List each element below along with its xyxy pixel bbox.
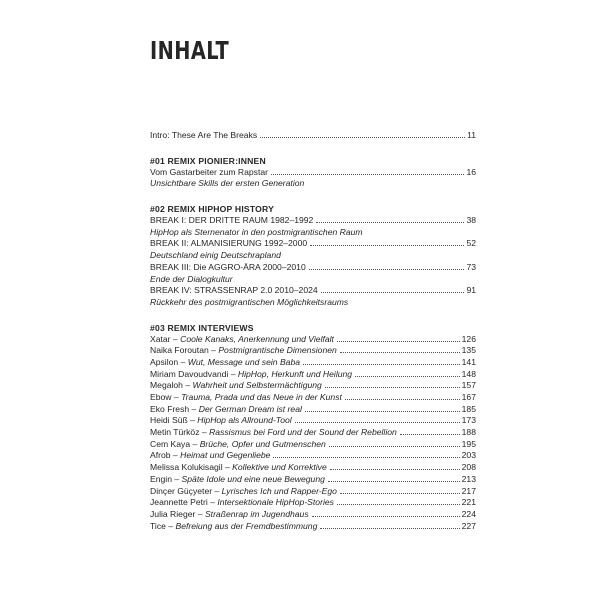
interview-topic: Coole Kanaks, Anerkennung und Vielfalt — [180, 333, 334, 344]
interview-entry-label — [150, 427, 397, 439]
interview-entry — [150, 462, 476, 474]
toc-entry-label: BREAK II: ALMANISIERUNG 1992–2000 — [150, 238, 308, 249]
interview-entry-label — [150, 521, 317, 533]
interview-author: Apsilon — [150, 356, 179, 367]
interview-author: Ebow — [150, 392, 172, 402]
interview-entry — [150, 369, 476, 381]
toc-entry-subtitle: Deutschland einig Deutschrapland — [150, 250, 281, 261]
interview-author: Cem Kaya — [150, 438, 191, 449]
dash-separator: – — [189, 403, 199, 414]
toc-page-number: 167 — [461, 392, 476, 402]
interview-author: Eko Fresh — [150, 403, 190, 414]
interview-topic: Rassismus bei Ford und der Sound der Rebellion — [209, 427, 397, 438]
table-of-contents — [150, 130, 476, 532]
interview-author: Jeannette Petri — [150, 497, 208, 508]
toc-entry-intro — [150, 130, 476, 142]
dot-leader — [340, 492, 460, 494]
section-title-history: #02 REMIX HIPHOP HISTORY — [150, 204, 275, 215]
interview-author: Megaloh — [150, 380, 183, 391]
interview-entry-label — [150, 439, 326, 451]
dot-leader — [345, 398, 460, 400]
interview-entry-label — [150, 509, 309, 521]
interview-entry — [150, 509, 476, 521]
toc-page-number: 195 — [461, 438, 476, 449]
toc-page-number: 173 — [461, 415, 476, 426]
dash-separator: – — [165, 520, 176, 531]
toc-entry — [150, 238, 476, 250]
toc-entry-subtitle: Rückkehr des postmigrantischen Möglichkeitsraums — [150, 296, 349, 307]
interview-entry-label — [150, 345, 337, 357]
toc-page-number: 91 — [466, 285, 476, 296]
interview-topic: Kollektive und Korrektive — [232, 462, 327, 473]
dot-leader — [312, 515, 460, 517]
toc-page-number: 227 — [461, 520, 476, 531]
dot-leader — [316, 221, 464, 223]
dot-leader — [295, 421, 460, 423]
interview-topic: HipHop, Herkunft und Heilung — [237, 368, 353, 379]
toc-page-number: 224 — [461, 508, 476, 519]
interview-entry — [150, 427, 476, 439]
section-title-pioniere: #01 REMIX PIONIER:INNEN — [150, 155, 266, 166]
toc-page-number: 185 — [461, 403, 476, 414]
interview-topic: Heimat und Gegenliebe — [180, 450, 271, 461]
dash-separator: – — [199, 427, 210, 438]
interview-entry — [150, 380, 476, 392]
toc-entry-subtitle: Unsichtbare Skills der ersten Generation — [150, 178, 305, 189]
dash-separator: – — [222, 462, 233, 473]
dot-leader — [330, 468, 460, 470]
interview-entry-label — [150, 392, 342, 404]
dash-separator: – — [170, 450, 181, 461]
interview-topic: Lyrisches Ich und Rapper-Ego — [221, 485, 337, 496]
interview-topic: Befreiung aus der Fremdbestimmung — [175, 520, 318, 531]
interview-author: Engin — [150, 473, 172, 484]
interview-entry-label — [150, 415, 292, 427]
toc-entry-label: BREAK III: Die AGGRO-ÄRA 2000–2010 — [150, 261, 306, 272]
dot-leader — [321, 291, 465, 293]
interview-entry-label — [150, 462, 327, 474]
toc-page-number: 221 — [461, 497, 476, 508]
toc-page-number: 38 — [466, 215, 476, 226]
toc-entry-subtitle: HipHop als Sternenator in den postmigrantischen Raum — [150, 226, 363, 237]
dot-leader — [305, 410, 460, 412]
toc-page-number: 213 — [461, 473, 476, 484]
interview-entry — [150, 439, 476, 451]
dot-leader — [273, 456, 459, 458]
dash-separator: – — [171, 473, 182, 484]
interview-author: Julia Rieger — [150, 508, 196, 519]
interview-entry — [150, 334, 476, 346]
interview-author: Miriam Davoudvandi — [150, 368, 229, 379]
dot-leader — [309, 268, 465, 270]
toc-entry-label: BREAK I: DER DRITTE RAUM 1982–1992 — [150, 215, 314, 226]
toc-page-number: 73 — [466, 261, 476, 272]
dash-separator: – — [208, 345, 219, 356]
page-title: INHALT — [150, 36, 230, 65]
interview-entry — [150, 345, 476, 357]
section-title-interviews: #03 REMIX INTERVIEWS — [150, 322, 254, 333]
dash-separator: – — [182, 380, 193, 391]
interview-topic: Straßenrap im Jugendhaus — [204, 508, 309, 519]
interview-author: Naika Foroutan — [150, 345, 209, 356]
toc-page-number: 135 — [461, 345, 476, 356]
dot-leader — [337, 340, 460, 342]
toc-entry-label: BREAK IV: STRASSENRAP 2.0 2010–2024 — [150, 285, 318, 296]
dot-leader — [303, 363, 460, 365]
interview-entry-label — [150, 380, 322, 392]
interview-entry-label — [150, 450, 270, 462]
interview-topic: Postmigrantische Dimensionen — [218, 345, 337, 356]
interview-topic: Wut, Message und sein Baba — [187, 356, 301, 367]
interview-author: Melissa Kolukisagil — [150, 462, 223, 473]
toc-page-number: 126 — [461, 333, 476, 344]
toc-page-number: 203 — [461, 450, 476, 461]
interview-entry — [150, 392, 476, 404]
toc-page-number: 141 — [461, 356, 476, 367]
interview-entry — [150, 415, 476, 427]
dot-leader — [328, 480, 460, 482]
interview-list — [150, 334, 476, 533]
interview-author: Afrob — [150, 450, 171, 461]
interview-entry — [150, 497, 476, 509]
toc-page-number: 208 — [461, 462, 476, 473]
toc-page-number: 148 — [461, 368, 476, 379]
dash-separator: – — [212, 485, 222, 496]
interview-entry — [150, 474, 476, 486]
interview-entry — [150, 486, 476, 498]
interview-topic: Wahrheit und Selbstermächtigung — [192, 380, 322, 391]
toc-entry-label: Vom Gastarbeiter zum Rapstar — [150, 166, 268, 177]
toc-page-number: 188 — [461, 427, 476, 438]
interview-topic: Der German Dream ist real — [198, 403, 302, 414]
toc-entry — [150, 262, 476, 274]
interview-author: Tice — [150, 520, 166, 531]
interview-topic: Intersektionale HipHop-Stories — [217, 497, 334, 508]
dot-leader — [271, 173, 464, 175]
dot-leader — [337, 503, 460, 505]
interview-entry-label — [150, 474, 325, 486]
interview-author: Heidi Süß — [150, 415, 188, 426]
interview-entry-label — [150, 357, 300, 369]
interview-author: Dinçer Güçyeter — [150, 485, 213, 496]
interview-entry — [150, 404, 476, 416]
dash-separator: – — [178, 356, 188, 367]
dot-leader — [355, 375, 460, 377]
toc-page-number: 11 — [467, 130, 476, 140]
interview-entry-label — [150, 404, 302, 416]
dash-separator: – — [187, 415, 198, 426]
interview-entry — [150, 521, 476, 533]
toc-page-number: 16 — [466, 166, 476, 177]
dot-leader — [310, 244, 464, 246]
dash-separator: – — [228, 368, 238, 379]
interview-entry — [150, 450, 476, 462]
toc-entry-label: Intro: These Are The Breaks — [150, 130, 258, 140]
interview-author: Xatar — [150, 333, 171, 344]
dash-separator: – — [207, 497, 218, 508]
interview-entry — [150, 357, 476, 369]
toc-entry-subtitle: Ende der Dialogkultur — [150, 273, 233, 284]
toc-page-number: 52 — [466, 238, 476, 249]
toc-page-number: 157 — [461, 380, 476, 391]
interview-author: Metin Türköz — [150, 427, 200, 438]
interview-topic: Trauma, Prada und das Neue in der Kunst — [181, 392, 342, 402]
dot-leader — [320, 527, 459, 529]
interview-entry-label — [150, 497, 334, 509]
dot-leader — [329, 445, 460, 447]
interview-topic: Späte Idole und eine neue Bewegung — [181, 473, 325, 484]
toc-entry — [150, 285, 476, 297]
dot-leader — [325, 386, 460, 388]
dash-separator: – — [190, 438, 200, 449]
dash-separator: – — [171, 392, 182, 402]
dot-leader — [340, 351, 460, 353]
dot-leader — [260, 136, 465, 138]
toc-page-number: 217 — [461, 485, 476, 496]
dot-leader — [400, 433, 460, 435]
interview-topic: Brüche, Opfer und Gutmenschen — [199, 438, 326, 449]
interview-entry-label — [150, 369, 352, 381]
interview-topic: HipHop als Allround-Tool — [197, 415, 292, 426]
interview-entry-label — [150, 486, 337, 498]
toc-entry — [150, 215, 476, 227]
toc-entry — [150, 167, 476, 179]
dash-separator: – — [195, 508, 205, 519]
dash-separator: – — [170, 333, 181, 344]
interview-entry-label — [150, 334, 334, 346]
